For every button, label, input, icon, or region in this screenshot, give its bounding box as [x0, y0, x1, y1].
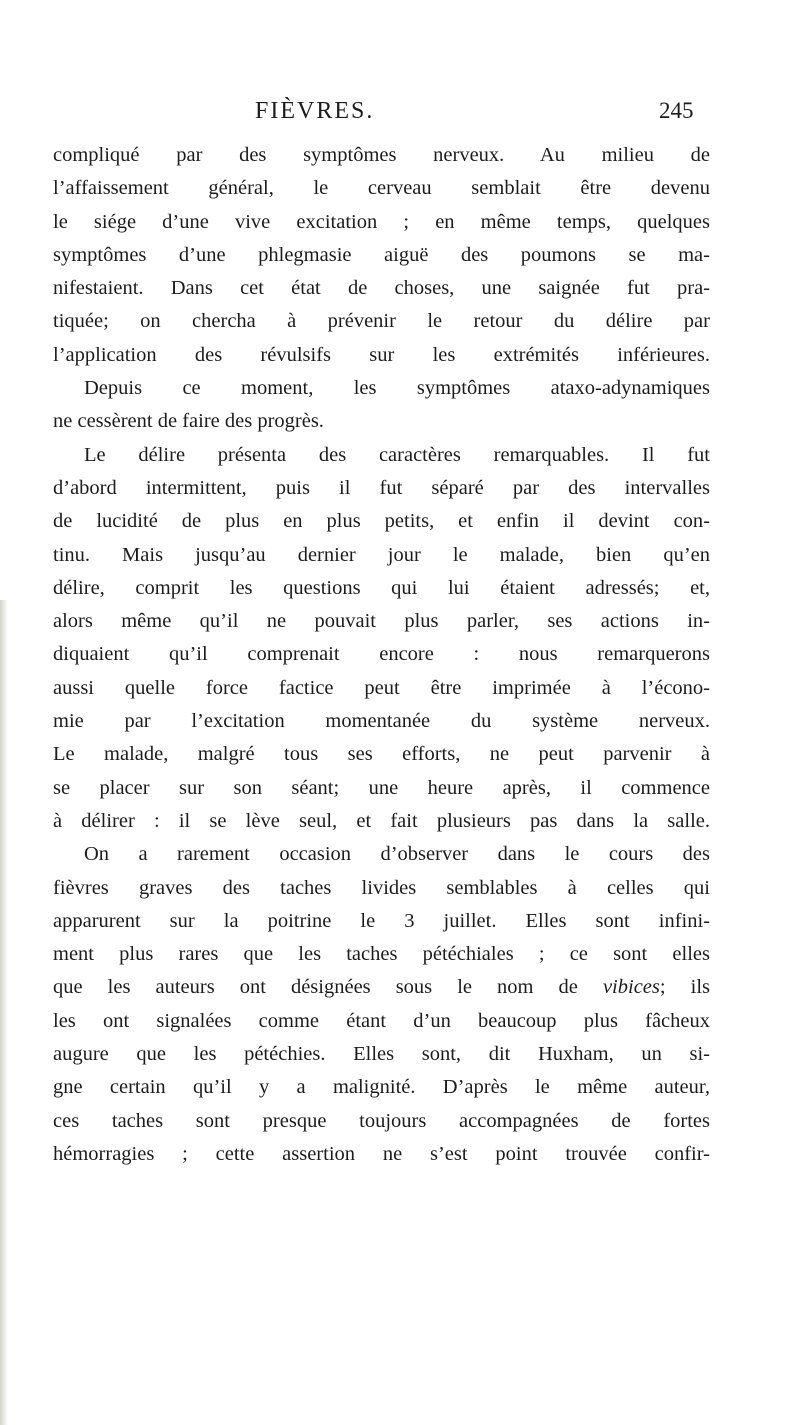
- text-line: alors même qu’il ne pouvait plus parler, ses actions in-: [53, 610, 710, 633]
- text-line: Depuis ce moment, les symptômes ataxo-adynamiques: [84, 377, 710, 400]
- text-line: les ont signalées comme étant d’un beaucoup plus fâcheux: [53, 1009, 710, 1032]
- text-line: de lucidité de plus en plus petits, et enfin il devint con-: [53, 510, 710, 533]
- text-line: l’affaissement général, le cerveau semblait être devenu: [53, 177, 710, 200]
- italic-term: vibices: [602, 976, 660, 999]
- text-line: fièvres graves des taches livides semblables à celles qui: [53, 876, 710, 899]
- text-line: se placer sur son séant; une heure après, il commence: [53, 776, 710, 799]
- text-line: ne cessèrent de faire des progrès.: [53, 410, 324, 433]
- text-line: Le malade, malgré tous ses efforts, ne peut parvenir à: [53, 743, 710, 766]
- text-line: gne certain qu’il y a malignité. D’après le même auteur,: [53, 1076, 710, 1099]
- page-header: [0, 91, 800, 131]
- text-line: aussi quelle force factice peut être imprimée à l’écono-: [53, 676, 710, 699]
- page-number: 245: [659, 98, 694, 123]
- running-title: FIÈVRES.: [255, 98, 375, 124]
- text-segment: ; ils: [659, 976, 710, 999]
- text-line: compliqué par des symptômes nerveux. Au milieu de: [53, 144, 710, 166]
- text-segment: que les auteurs ont désignées sous le nom de: [53, 976, 603, 999]
- text-line: délire, comprit les questions qui lui étaient adressés; et,: [53, 576, 710, 599]
- text-line: On a rarement occasion d’observer dans le cours des: [84, 843, 710, 866]
- text-line: mie par l’excitation momentanée du système nerveux.: [53, 710, 710, 733]
- text-line: augure que les pétéchies. Elles sont, dit Huxham, un si-: [53, 1043, 710, 1066]
- text-line: tinu. Mais jusqu’au dernier jour le malade, bien qu’en: [53, 543, 710, 566]
- text-line: l’application des révulsifs sur les extrémités inférieures.: [53, 343, 710, 366]
- text-line: ment plus rares que les taches pétéchiales ; ce sont elles: [53, 943, 710, 966]
- text-line: à délirer : il se lève seul, et fait plusieurs pas dans la salle.: [53, 809, 710, 832]
- text-line: ces taches sont presque toujours accompagnées de fortes: [53, 1109, 710, 1132]
- text-line: tiquée; on chercha à prévenir le retour du délire par: [53, 310, 710, 333]
- text-line: apparurent sur la poitrine le 3 juillet. Elles sont infini-: [53, 909, 710, 932]
- page-edge-shadow: [0, 600, 8, 1425]
- text-line: d’abord intermittent, puis il fut séparé par des intervalles: [53, 476, 710, 499]
- text-line: nifestaient. Dans cet état de choses, une saignée fut pra-: [53, 277, 710, 300]
- text-line: diquaient qu’il comprenait encore : nous remarquerons: [53, 643, 710, 666]
- text-line-with-italic: [53, 971, 710, 1004]
- text-line: Le délire présenta des caractères remarquables. Il fut: [84, 443, 710, 466]
- text-line: hémorragies ; cette assertion ne s’est point trouvée confir-: [53, 1142, 710, 1165]
- body-text: [53, 139, 710, 1171]
- text-line: le siége d’une vive excitation ; en même temps, quelques: [53, 210, 710, 233]
- text-line: symptômes d’une phlegmasie aiguë des poumons se ma-: [53, 243, 710, 266]
